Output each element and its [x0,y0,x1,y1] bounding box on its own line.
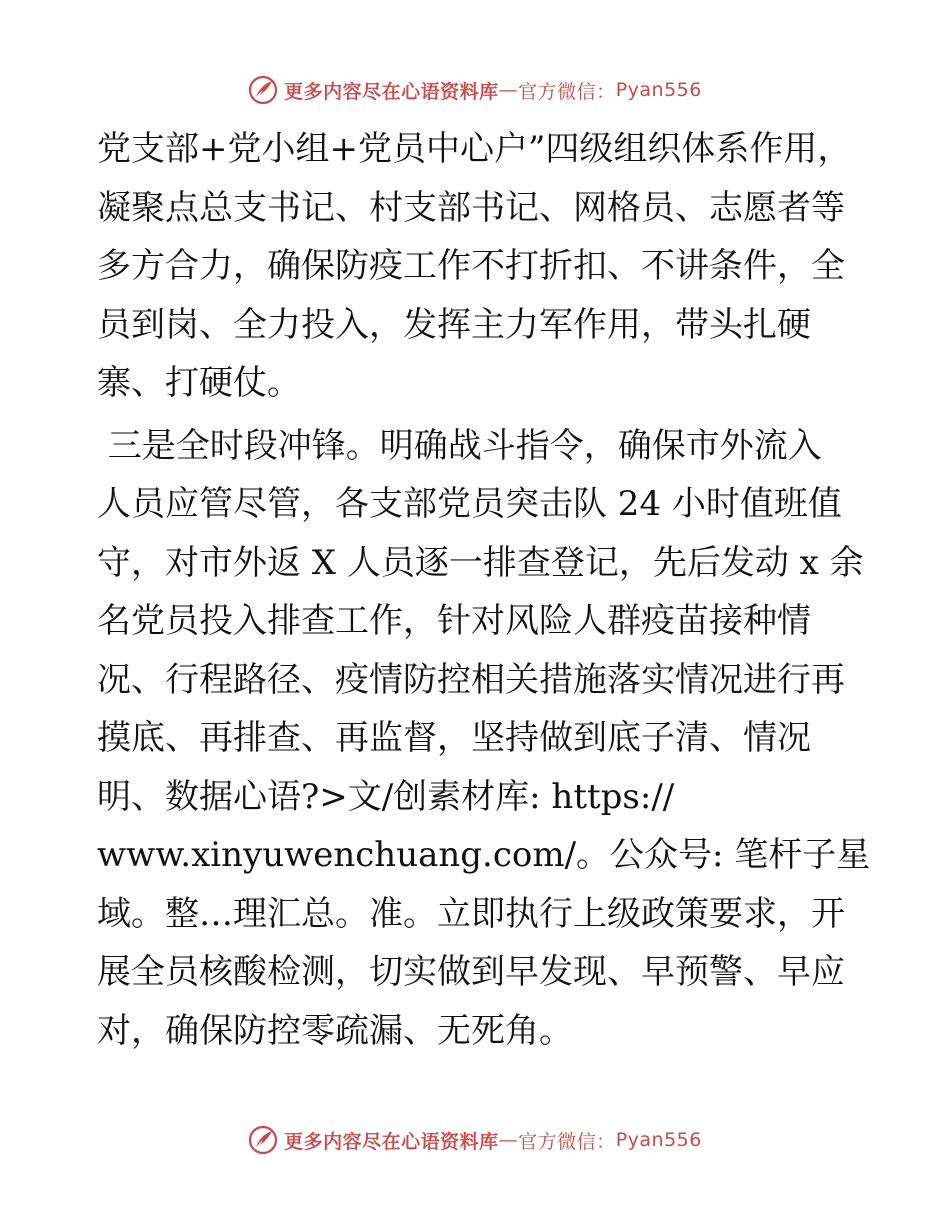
footer-wechat-label: 官方微信： [518,1130,616,1153]
header-banner-separator: — [498,79,519,101]
header-banner-title: 更多内容尽在心语资料库 [284,80,499,103]
feather-quill-icon [248,75,278,105]
text-line: www.xinyuwenchuang.com/。公众号: 笔杆子星 [97,835,871,875]
footer-banner-title: 更多内容尽在心语资料库 [284,1130,499,1153]
text-line: 员到岗、全力投入，发挥主力军作用，带头扎硬 [97,304,811,345]
text-line: 对，确保防控零疏漏、无死角。 [97,1010,573,1051]
header-wechat-label: 官方微信： [518,80,616,103]
text-line: 摸底、再排查、再监督，坚持做到底子清、情况 [97,718,811,758]
text-line: 守，对市外返 X 人员逐一排查登记，先后发动 x 余 [97,542,864,583]
footer-banner-separator: — [498,1129,519,1151]
paragraph-1 [97,120,857,413]
text-line: 三是全时段冲锋。明确战斗指令，确保市外流入 [97,425,822,466]
text-line: 名党员投入排查工作，针对风险人群疫苗接种情 [97,601,811,641]
text-line: 展全员核酸检测，切实做到早发现、早预警、早应 [97,952,845,992]
header-wechat-id: Pyan556 [615,79,702,101]
paragraph-2 [97,417,871,1061]
text-line: 党支部+党小组+党员中心户”四级组织体系作用， [97,129,852,169]
footer-banner [0,1120,950,1160]
text-line: 明、数据心语?>文/创素材库: https:// [97,776,675,817]
header-banner [0,70,950,110]
document-body [97,120,871,1060]
text-line: 人员应管尽管，各支部党员突击队 24 小时值班值 [97,484,842,524]
text-line: 多方合力，确保防疫工作不打折扣、不讲条件，全 [97,246,845,286]
footer-wechat-id: Pyan556 [615,1129,702,1151]
text-line: 凝聚点总支书记、村支部书记、网格员、志愿者等 [97,187,845,228]
text-line: 寨、打硬仗。 [97,363,301,403]
feather-quill-icon [248,1125,278,1155]
text-line: 域。整…理汇总。准。立即执行上级政策要求，开 [97,893,845,934]
text-line: 况、行程路径、疫情防控相关措施落实情况进行再 [97,659,845,700]
